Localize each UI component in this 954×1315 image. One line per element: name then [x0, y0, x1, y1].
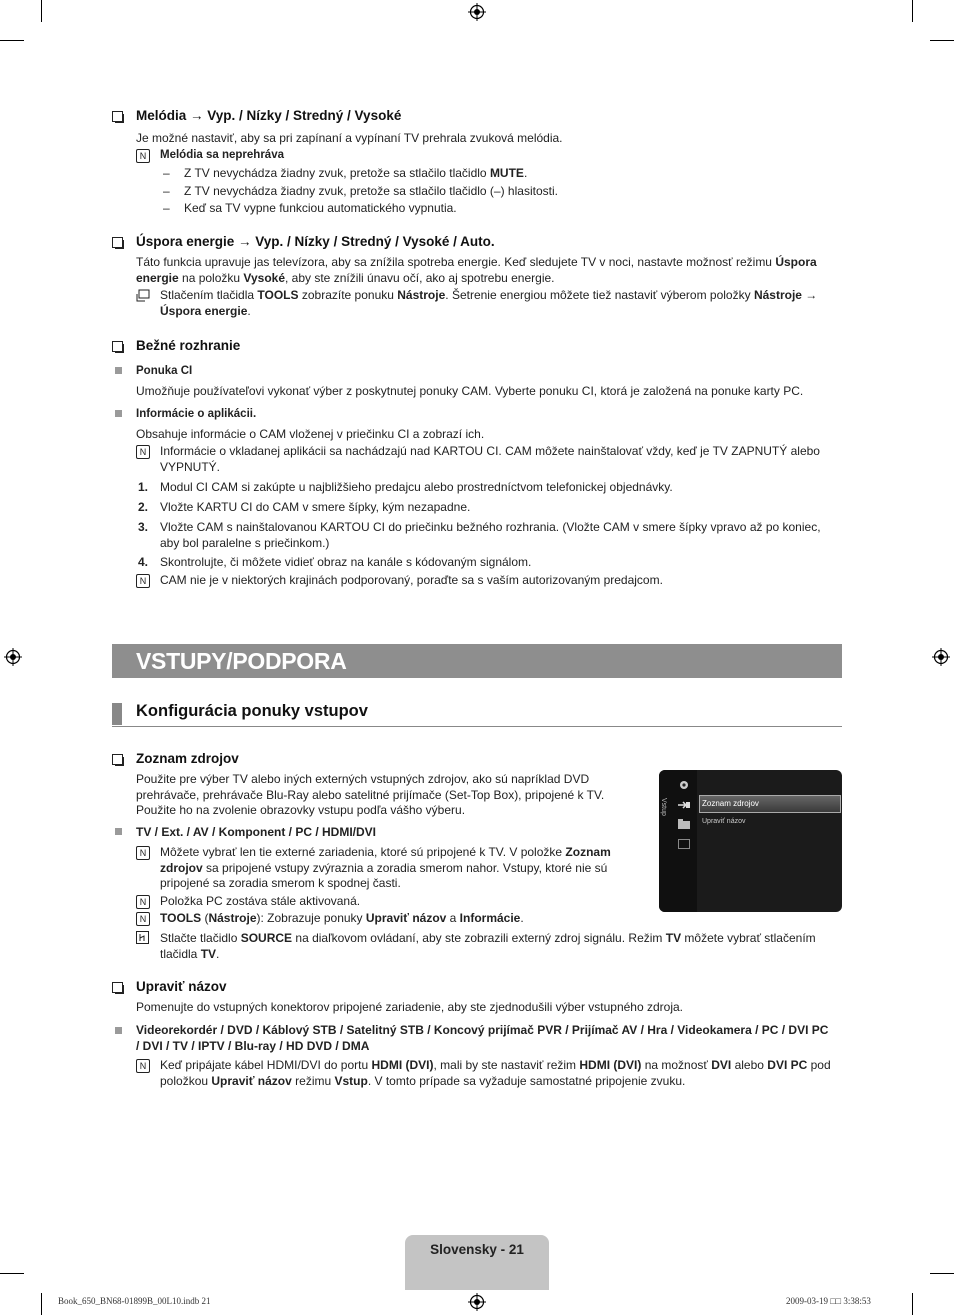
tv-menu-item-upravit[interactable]: Upraviť názov: [702, 818, 746, 825]
final-note: CAM nie je v niektorých krajinách podporovaný, poraďte sa s vaším autorizovaným predajcom.: [160, 573, 663, 587]
upravit-section: [112, 979, 842, 994]
crop-mark: [930, 40, 954, 41]
dash: –: [163, 166, 170, 180]
upravit-bullet: Videorekordér / DVD / Káblový STB / Satelitný STB / Koncový prijímač PVR / Prijímač AV / Hra / Videokamera / PC / DVI PC / DVI / TV / IPTV / Blu-ray / HD DVD / DMA: [136, 1023, 829, 1053]
step-text: Modul CI CAM si zakúpte u najbližšieho predajcu alebo prostredníctvom telefonickej objednávky.: [160, 480, 673, 494]
zoznam-heading: Zoznam zdrojov: [136, 751, 239, 766]
registration-mark-icon: [932, 648, 950, 666]
melodia-item: Keď sa TV vypne funkciou automatického vypnutia.: [184, 201, 457, 215]
checkbox-bullet-icon: [112, 237, 123, 248]
tv-menu-sidebar-label: Vstup: [660, 798, 667, 816]
step-text: Vložte CAM s nainštalovanou KARTOU CI do priečinku bežného rozhrania. (Vložte CAM v smere šípky vpravo až po koniec, aby bol paralelne s priečinkom.): [160, 520, 821, 550]
ponuka-ci-desc: Umožňuje používateľovi vykonať výber z poskytnutej ponuky CAM. Vyberte ponuku CI, ktorá je založená na ponuke karty PC.: [136, 384, 804, 398]
upravit-note: Keď pripájate kábel HDMI/DVI do portu HDMI (DVI), mali by ste nastaviť režim HDMI (DVI) na možnosť DVI alebo DVI PC pod položkou Upraviť názov režimu Vstup. V tomto prípade sa vyžaduje samostatné pripojenie zvuku.: [160, 1058, 831, 1088]
checkbox-bullet-icon: [112, 111, 123, 122]
footer-file: Book_650_BN68-01899B_00L10.indb 21: [58, 1296, 211, 1306]
step-number: 1.: [138, 480, 149, 494]
page-number: Slovensky - 21: [430, 1242, 524, 1257]
melodia-desc: Je možné nastaviť, aby sa pri zapínaní a vypínaní TV prehrala zvuková melódia.: [136, 131, 563, 145]
crop-mark: [41, 1293, 42, 1315]
tv-menu-screenshot: [659, 770, 842, 912]
crop-mark: [0, 1273, 24, 1274]
page-number-tab: [405, 1235, 549, 1290]
dash: –: [163, 201, 170, 215]
step-number: 3.: [138, 520, 149, 534]
picture-icon: [678, 779, 690, 791]
zoznam-note-4: Stlačte tlačidlo SOURCE na diaľkovom ovládaní, aby ste zobrazili externý zdroj signálu. Režim TV môžete vybrať stlačením tlačidla TV.: [160, 931, 816, 961]
uspora-heading: Úspora energie → Vyp. / Nízky / Stredný / Vysoké / Auto.: [136, 234, 495, 249]
note-icon: N: [136, 846, 150, 860]
section-rule: [112, 726, 842, 727]
note-icon: N: [136, 574, 150, 588]
zoznam-desc: Použite pre výber TV alebo iných externých vstupných zdrojov, ako sú napríklad DVD prehrávače, prehrávače Blu-Ray alebo satelitné prijímače (Set-Top Box), pripojené k TV. Použite ho na zvolenie obrazovky vstupu podľa vášho výberu.: [136, 772, 605, 817]
melodia-item: Z TV nevychádza žiadny zvuk, pretože sa stlačilo tlačidlo MUTE.: [184, 166, 528, 180]
note-icon: N: [136, 445, 150, 459]
info-desc: Obsahuje informácie o CAM vloženej v priečinku CI a zobrazí ich.: [136, 427, 485, 441]
square-bullet-icon: [115, 410, 122, 417]
tv-menu-item-label: Zoznam zdrojov: [702, 799, 759, 808]
uspora-desc: Táto funkcia upravuje jas televízora, aby sa znížila spotreba energie. Keď sledujete TV v noci, nastavte možnosť režimu Úspora energie na položku Vysoké, aby ste znížili únavu očí, ako aj spotrebu energie.: [136, 255, 817, 285]
upravit-heading: Upraviť názov: [136, 979, 227, 994]
chapter-title: VSTUPY/PODPORA: [136, 648, 347, 674]
melodia-heading: Melódia → Vyp. / Nízky / Stredný / Vysoké: [136, 108, 402, 123]
info-title: Informácie o aplikácii.: [136, 408, 257, 420]
zoznam-section: [112, 751, 612, 766]
square-bullet-icon: [115, 828, 122, 835]
note-icon: N: [136, 895, 150, 909]
ponuka-ci-title: Ponuka CI: [136, 365, 193, 377]
box-icon: [678, 839, 690, 849]
checkbox-bullet-icon: [112, 341, 123, 352]
footer-date: 2009-03-19 □□ 3:38:53: [786, 1296, 871, 1306]
registration-mark-icon: [468, 1293, 486, 1311]
registration-mark-icon: [468, 3, 486, 21]
remote-icon: [136, 931, 149, 944]
checkbox-bullet-icon: [112, 982, 123, 993]
step-text: Vložte KARTU CI do CAM v smere šípky, kým nezapadne.: [160, 500, 471, 514]
step-number: 2.: [138, 500, 149, 514]
dash: –: [163, 184, 170, 198]
melodia-note-title: Melódia sa neprehráva: [160, 149, 284, 161]
tv-menu-item-zoznam[interactable]: [699, 795, 841, 813]
step-number: 4.: [138, 555, 149, 569]
info-note: Informácie o vkladanej aplikácii sa nachádzajú nad KARTOU CI. CAM môžete nainštalovať vždy, keď je TV ZAPNUTÝ alebo VYPNUTÝ.: [160, 444, 820, 474]
uspora-section: [112, 234, 842, 249]
note-icon: N: [136, 149, 150, 163]
note-icon: N: [136, 1059, 150, 1073]
square-bullet-icon: [115, 367, 122, 374]
tools-icon: [136, 289, 150, 302]
square-bullet-icon: [115, 1027, 122, 1034]
crop-mark: [912, 0, 913, 22]
crop-mark: [912, 1293, 913, 1315]
upravit-desc: Pomenujte do vstupných konektorov pripojené zariadenie, aby ste zjednodušili výber vstupného zdroja.: [136, 1000, 683, 1014]
crop-mark: [41, 0, 42, 22]
input-icon[interactable]: [677, 799, 691, 811]
melodia-item: Z TV nevychádza žiadny zvuk, pretože sa stlačilo tlačidlo (–) hlasitosti.: [184, 184, 558, 198]
note-icon: N: [136, 912, 150, 926]
bezne-section: [112, 338, 842, 353]
melodia-section: [112, 108, 842, 123]
uspora-tools-note: Stlačením tlačidla TOOLS zobrazíte ponuku Nástroje. Šetrenie energiou môžete tiež nastaviť výberom položky Nástroje → Úspora energie.: [160, 288, 818, 318]
zoznam-note-2: Položka PC zostáva stále aktivovaná.: [160, 894, 361, 908]
folder-icon: [678, 819, 690, 829]
zoznam-note-1: Môžete vybrať len tie externé zariadenia, ktoré sú pripojené k TV. V položke Zoznam zdrojov sa pripojené vstupy zvýraznia a zoradia smerom nahor. Vstupy, ktoré nie sú pripojené sa zoradia smerom k spodnej časti.: [160, 845, 611, 890]
registration-mark-icon: [4, 648, 22, 666]
crop-mark: [0, 40, 24, 41]
checkbox-bullet-icon: [112, 754, 123, 765]
bezne-heading: Bežné rozhranie: [136, 338, 241, 353]
section-title: Konfigurácia ponuky vstupov: [136, 702, 368, 720]
zoznam-note-3: TOOLS (Nástroje): Zobrazuje ponuky Upraviť názov a Informácie.: [160, 911, 524, 925]
step-text: Skontrolujte, či môžete vidieť obraz na kanále s kódovaným signálom.: [160, 555, 532, 569]
section-marker: [112, 703, 122, 725]
crop-mark: [930, 1273, 954, 1274]
zoznam-bullet: TV / Ext. / AV / Komponent / PC / HDMI/DVI: [136, 825, 377, 839]
chapter-banner: [112, 644, 842, 678]
